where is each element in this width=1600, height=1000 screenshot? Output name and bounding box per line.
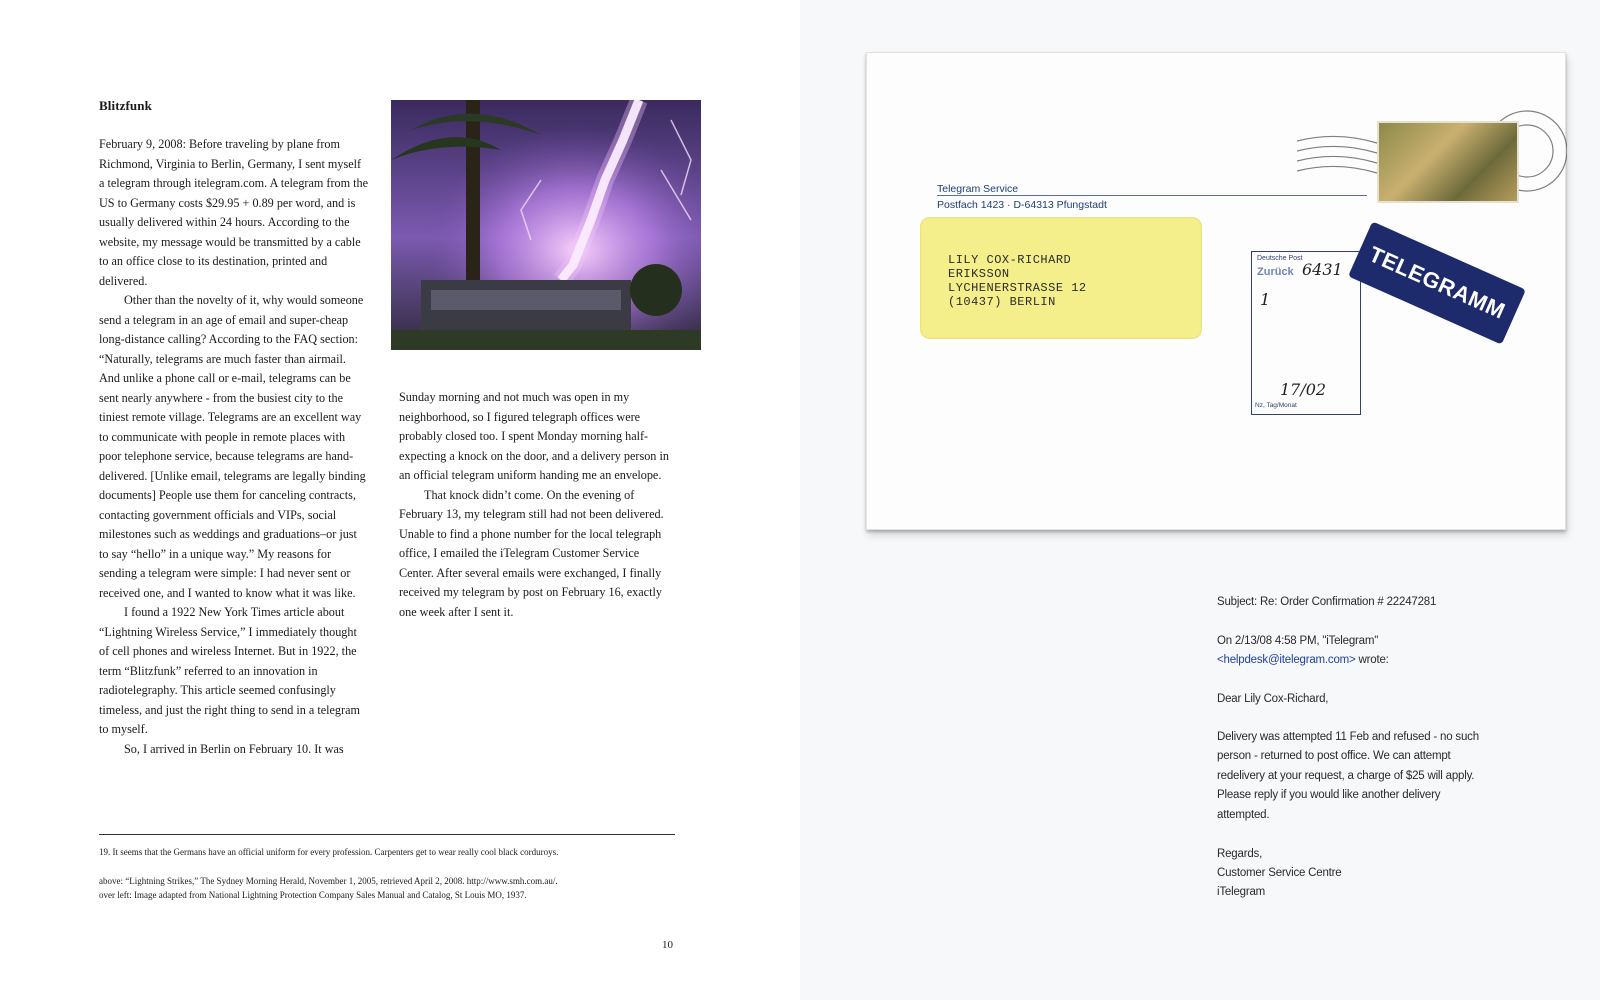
lightning-image (391, 100, 701, 350)
email-greeting: Dear Lily Cox-Richard, (1217, 693, 1329, 705)
paragraph-2: Other than the novelty of it, why would someone send a telegram in an age of email and super-cheap long-distance calling? According to the FAQ section: “Naturally, telegrams are much faster than airmail. And unlike a phone call or e-mail, telegrams can be sent nearly anywhere - from the busiest city to the tiniest remote village. Telegrams are an excellent way to communicate with people in remote places with poor telephone service, because telegrams are hand-delivered. [Unlike email, telegrams are legally binding documents] People use them for canceling contracts, contacting government officials and VIPs, social milestones such as weddings and graduations–or just to say “hello” in a unique way.” My reasons for sending a telegram were simple: I had never sent or received one, and I wanted to know what it was like. (99, 293, 366, 600)
caption-above: above: “Lightning Strikes,” The Sydney Morning Herald, November 1, 2005, retrieved April 2, 2008. http://www.smh.com.au/. (99, 876, 558, 886)
sender-rule (937, 195, 1367, 196)
email-signature-1: Customer Service Centre (1217, 867, 1342, 879)
email-body-line-1: Delivery was attempted 11 Feb and refused - no such (1217, 731, 1479, 743)
email-wrote: wrote: (1355, 654, 1389, 666)
postform-zurueck: Zurück (1257, 266, 1294, 278)
email-header-sender (1217, 651, 1389, 671)
postform-footer: Nz, Tag/Monat (1255, 402, 1297, 409)
footnote-divider (99, 834, 675, 835)
email-body-line-3: redelivery at your request, a charge of $25 will apply. (1217, 770, 1475, 782)
email-signature-2: iTelegram (1217, 886, 1266, 898)
sender-address: Postfach 1423 · D-64313 Pfungstadt (937, 199, 1107, 211)
page-number: 10 (662, 939, 673, 951)
postage-stamp (1377, 121, 1519, 203)
email-subject: Subject: Re: Order Confirmation # 22247281 (1217, 596, 1437, 608)
email-body-line-2: person - returned to post office. We can attempt (1217, 750, 1451, 762)
paragraph-3: I found a 1922 New York Times article about “Lightning Wireless Service,” I immediately thought of cell phones and wireless Internet. But in 1922, the term “Blitzfunk” referred to an innovation in radiotelegraphy. This article seemed confusingly timeless, and just the right thing to send in a telegram to myself. (99, 605, 360, 736)
postform-number: 6431 (1302, 260, 1343, 279)
paragraph-4: So, I arrived in Berlin on February 10. It was (124, 741, 344, 756)
address-window (920, 217, 1202, 339)
postform-date: 17/02 (1280, 380, 1327, 399)
email-header-line: On 2/13/08 4:58 PM, "iTelegram" (1217, 635, 1379, 647)
envelope (866, 52, 1566, 530)
article-heading: Blitzfunk (99, 98, 152, 113)
email-body-line-4: Please reply if you would like another delivery (1217, 789, 1441, 801)
lightning-photo (391, 100, 701, 350)
email-regards: Regards, (1217, 848, 1263, 860)
recipient-line-4: (10437) BERLIN (948, 295, 1056, 309)
recipient-line-1: LILY COX-RICHARD (948, 253, 1072, 267)
telegramm-label: TELEGRAMM (1348, 221, 1526, 344)
postform-title: Deutsche Post (1257, 255, 1303, 262)
sender-name: Telegram Service (937, 183, 1019, 195)
text-column-2 (399, 388, 674, 622)
paragraph-6: That knock didn’t come. On the evening of February 13, my telegram still had not been delivered. Unable to find a phone number for the local telegraph office, I emailed the iTelegram Customer Service Center. After several emails were exchanged, I finally received my telegram by post on February 16, exactly one week after I sent it. (399, 487, 664, 619)
recipient-line-2: ERIKSSON (948, 267, 1010, 281)
postform-mark: 1 (1260, 290, 1271, 309)
paragraph-5: Sunday morning and not much was open in my neighborhood, so I figured telegraph offices were probably closed too. I spent Monday morning half-expecting a knock on the door, and a delivery person in an official telegram uniform handing me an envelope. (399, 390, 669, 482)
email-address-link[interactable]: <helpdesk@itelegram.com> (1217, 654, 1356, 666)
footnote-19: 19. It seems that the Germans have an official uniform for every profession. Carpenters get to wear really cool black corduroys. (99, 847, 559, 857)
caption-over-left: over left: Image adapted from National Lightning Protection Company Sales Manual and Catalog, St Louis MO, 1937. (99, 890, 527, 900)
recipient-line-3: LYCHENERSTRASSE 12 (948, 281, 1087, 295)
return-postal-form (1251, 251, 1361, 415)
paragraph-1: February 9, 2008: Before traveling by plane from Richmond, Virginia to Berlin, Germany, I sent myself a telegram through itelegram.com. A telegram from the US to Germany costs $29.95 + 0.89 per word, and is usually delivered within 24 hours. According to the website, my message would be transmitted by a cable to an office close to its destination, printed and delivered. (99, 137, 369, 288)
email-body-line-5: attempted. (1217, 809, 1270, 821)
text-column-1 (99, 135, 369, 759)
